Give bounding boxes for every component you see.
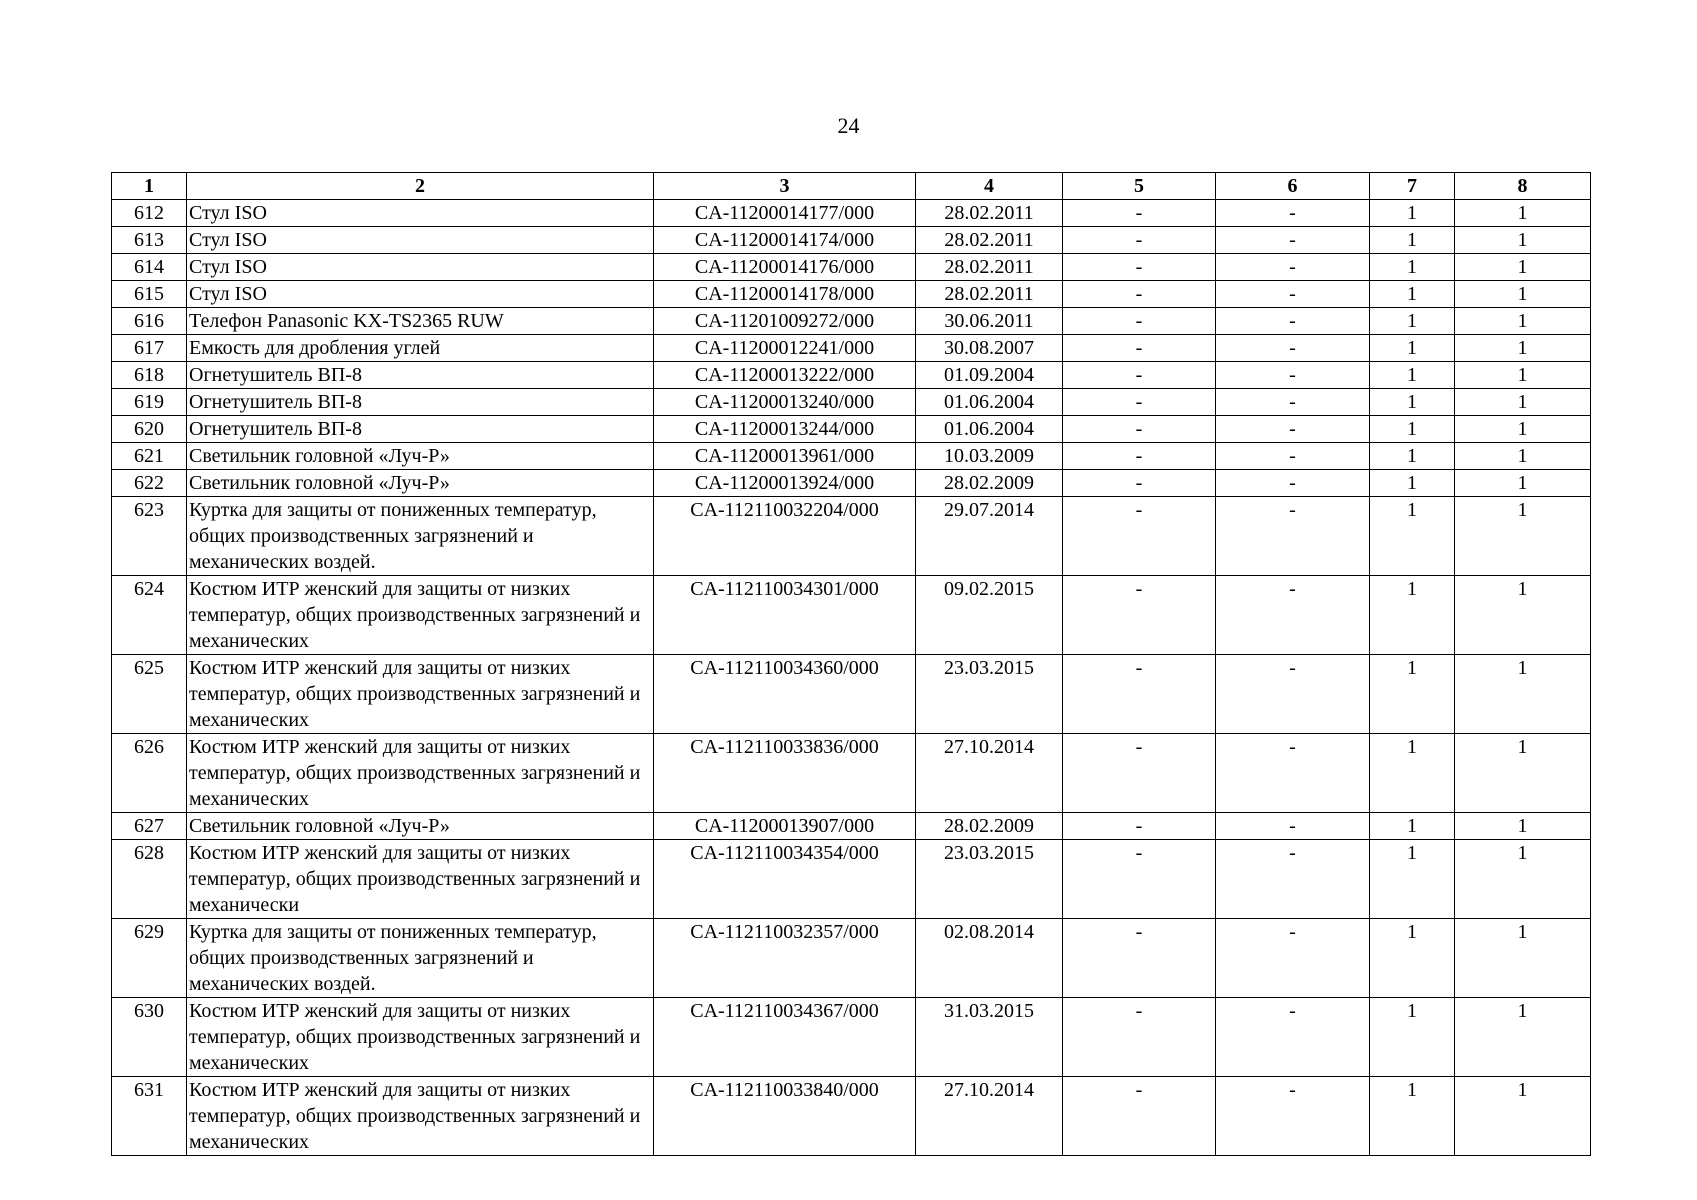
col-6-value: -: [1216, 576, 1370, 655]
col-7-value: 1: [1370, 470, 1455, 497]
inventory-code: CA-112110034367/000: [654, 998, 916, 1077]
table-row: [112, 416, 1591, 443]
col-5-value: -: [1063, 734, 1216, 813]
inventory-code: CA-11200014174/000: [654, 227, 916, 254]
row-number: 614: [112, 254, 187, 281]
item-name: Огнетушитель ВП-8: [187, 362, 654, 389]
col-5-value: -: [1063, 576, 1216, 655]
inventory-code: CA-11201009272/000: [654, 308, 916, 335]
col-5-value: -: [1063, 998, 1216, 1077]
col-6-value: -: [1216, 919, 1370, 998]
item-name: Куртка для защиты от пониженных температур, общих производственных загрязнений и механических воздей.: [187, 919, 654, 998]
col-7-value: 1: [1370, 576, 1455, 655]
table-row: [112, 281, 1591, 308]
column-header: 6: [1216, 173, 1370, 200]
col-8-value: 1: [1455, 1077, 1591, 1156]
item-name: Светильник головной «Луч-Р»: [187, 813, 654, 840]
row-number: 613: [112, 227, 187, 254]
inventory-code: CA-112110034354/000: [654, 840, 916, 919]
inventory-code: CA-11200013244/000: [654, 416, 916, 443]
col-7-value: 1: [1370, 200, 1455, 227]
item-name: Емкость для дробления углей: [187, 335, 654, 362]
col-6-value: -: [1216, 227, 1370, 254]
row-number: 624: [112, 576, 187, 655]
row-number: 629: [112, 919, 187, 998]
col-6-value: -: [1216, 335, 1370, 362]
col-7-value: 1: [1370, 840, 1455, 919]
date: 28.02.2011: [916, 281, 1063, 308]
inventory-code: CA-112110032357/000: [654, 919, 916, 998]
col-5-value: -: [1063, 227, 1216, 254]
col-6-value: -: [1216, 362, 1370, 389]
item-name: Костюм ИТР женский для защиты от низких температур, общих производственных загрязнений и механических: [187, 576, 654, 655]
row-number: 622: [112, 470, 187, 497]
date: 28.02.2011: [916, 254, 1063, 281]
col-8-value: 1: [1455, 497, 1591, 576]
col-7-value: 1: [1370, 998, 1455, 1077]
item-name: Костюм ИТР женский для защиты от низких температур, общих производственных загрязнений и механически: [187, 840, 654, 919]
col-5-value: -: [1063, 470, 1216, 497]
col-7-value: 1: [1370, 389, 1455, 416]
col-8-value: 1: [1455, 308, 1591, 335]
table-row: [112, 389, 1591, 416]
column-header: 7: [1370, 173, 1455, 200]
col-7-value: 1: [1370, 919, 1455, 998]
col-8-value: 1: [1455, 998, 1591, 1077]
inventory-code: CA-11200013240/000: [654, 389, 916, 416]
row-number: 616: [112, 308, 187, 335]
col-5-value: -: [1063, 308, 1216, 335]
col-5-value: -: [1063, 840, 1216, 919]
col-8-value: 1: [1455, 281, 1591, 308]
col-7-value: 1: [1370, 281, 1455, 308]
date: 01.06.2004: [916, 416, 1063, 443]
item-name: Огнетушитель ВП-8: [187, 416, 654, 443]
date: 28.02.2009: [916, 813, 1063, 840]
col-6-value: -: [1216, 655, 1370, 734]
item-name: Костюм ИТР женский для защиты от низких температур, общих производственных загрязнений и механических: [187, 998, 654, 1077]
col-5-value: -: [1063, 813, 1216, 840]
col-7-value: 1: [1370, 362, 1455, 389]
row-number: 625: [112, 655, 187, 734]
col-6-value: -: [1216, 497, 1370, 576]
date: 28.02.2009: [916, 470, 1063, 497]
table-row: [112, 497, 1591, 576]
date: 30.06.2011: [916, 308, 1063, 335]
date: 10.03.2009: [916, 443, 1063, 470]
table-row: [112, 362, 1591, 389]
row-number: 623: [112, 497, 187, 576]
col-6-value: -: [1216, 470, 1370, 497]
col-5-value: -: [1063, 443, 1216, 470]
item-name: Огнетушитель ВП-8: [187, 389, 654, 416]
date: 30.08.2007: [916, 335, 1063, 362]
col-7-value: 1: [1370, 1077, 1455, 1156]
page-number: 24: [837, 113, 860, 138]
inventory-table: [111, 172, 1591, 1156]
col-8-value: 1: [1455, 254, 1591, 281]
table-row: [112, 919, 1591, 998]
col-7-value: 1: [1370, 308, 1455, 335]
col-5-value: -: [1063, 416, 1216, 443]
table-header: [112, 173, 1591, 200]
table-row: [112, 443, 1591, 470]
row-number: 620: [112, 416, 187, 443]
col-8-value: 1: [1455, 840, 1591, 919]
inventory-code: CA-11200014177/000: [654, 200, 916, 227]
col-6-value: -: [1216, 998, 1370, 1077]
table-row: [112, 254, 1591, 281]
col-8-value: 1: [1455, 443, 1591, 470]
row-number: 631: [112, 1077, 187, 1156]
item-name: Костюм ИТР женский для защиты от низких температур, общих производственных загрязнений и механических: [187, 734, 654, 813]
item-name: Светильник головной «Луч-Р»: [187, 470, 654, 497]
column-header: 4: [916, 173, 1063, 200]
col-7-value: 1: [1370, 254, 1455, 281]
item-name: Стул ISO: [187, 281, 654, 308]
col-6-value: -: [1216, 734, 1370, 813]
col-6-value: -: [1216, 416, 1370, 443]
row-number: 615: [112, 281, 187, 308]
table-row: [112, 655, 1591, 734]
col-7-value: 1: [1370, 655, 1455, 734]
column-header: 5: [1063, 173, 1216, 200]
column-header: 2: [187, 173, 654, 200]
col-8-value: 1: [1455, 470, 1591, 497]
col-8-value: 1: [1455, 734, 1591, 813]
row-number: 630: [112, 998, 187, 1077]
table-row: [112, 576, 1591, 655]
col-7-value: 1: [1370, 813, 1455, 840]
item-name: Стул ISO: [187, 227, 654, 254]
inventory-code: CA-112110032204/000: [654, 497, 916, 576]
col-8-value: 1: [1455, 335, 1591, 362]
item-name: Светильник головной «Луч-Р»: [187, 443, 654, 470]
row-number: 618: [112, 362, 187, 389]
col-5-value: -: [1063, 919, 1216, 998]
date: 02.08.2014: [916, 919, 1063, 998]
row-number: 627: [112, 813, 187, 840]
table-row: [112, 335, 1591, 362]
inventory-code: CA-11200012241/000: [654, 335, 916, 362]
row-number: 628: [112, 840, 187, 919]
column-header: 1: [112, 173, 187, 200]
inventory-code: CA-112110033836/000: [654, 734, 916, 813]
table-row: [112, 840, 1591, 919]
table-row: [112, 200, 1591, 227]
table-row: [112, 227, 1591, 254]
col-8-value: 1: [1455, 655, 1591, 734]
date: 09.02.2015: [916, 576, 1063, 655]
col-8-value: 1: [1455, 813, 1591, 840]
column-header: 8: [1455, 173, 1591, 200]
inventory-code: CA-11200013961/000: [654, 443, 916, 470]
col-5-value: -: [1063, 497, 1216, 576]
date: 28.02.2011: [916, 227, 1063, 254]
col-6-value: -: [1216, 200, 1370, 227]
col-6-value: -: [1216, 254, 1370, 281]
item-name: Телефон Panasonic KX-TS2365 RUW: [187, 308, 654, 335]
col-6-value: -: [1216, 840, 1370, 919]
inventory-code: CA-11200013924/000: [654, 470, 916, 497]
date: 23.03.2015: [916, 840, 1063, 919]
col-5-value: -: [1063, 1077, 1216, 1156]
col-5-value: -: [1063, 655, 1216, 734]
column-header: 3: [654, 173, 916, 200]
col-8-value: 1: [1455, 227, 1591, 254]
col-7-value: 1: [1370, 335, 1455, 362]
item-name: Стул ISO: [187, 200, 654, 227]
col-8-value: 1: [1455, 362, 1591, 389]
item-name: Стул ISO: [187, 254, 654, 281]
row-number: 612: [112, 200, 187, 227]
item-name: Куртка для защиты от пониженных температур, общих производственных загрязнений и механических воздей.: [187, 497, 654, 576]
inventory-code: CA-11200013222/000: [654, 362, 916, 389]
inventory-code: CA-112110034301/000: [654, 576, 916, 655]
col-7-value: 1: [1370, 443, 1455, 470]
table-row: [112, 470, 1591, 497]
table-body: [112, 200, 1591, 1156]
col-7-value: 1: [1370, 497, 1455, 576]
col-8-value: 1: [1455, 389, 1591, 416]
row-number: 626: [112, 734, 187, 813]
item-name: Костюм ИТР женский для защиты от низких температур, общих производственных загрязнений и механических: [187, 1077, 654, 1156]
date: 31.03.2015: [916, 998, 1063, 1077]
table-row: [112, 734, 1591, 813]
date: 23.03.2015: [916, 655, 1063, 734]
col-5-value: -: [1063, 335, 1216, 362]
col-8-value: 1: [1455, 919, 1591, 998]
inventory-code: CA-112110033840/000: [654, 1077, 916, 1156]
date: 01.09.2004: [916, 362, 1063, 389]
row-number: 617: [112, 335, 187, 362]
inventory-code: CA-11200013907/000: [654, 813, 916, 840]
col-7-value: 1: [1370, 734, 1455, 813]
col-6-value: -: [1216, 389, 1370, 416]
table-row: [112, 1077, 1591, 1156]
col-5-value: -: [1063, 362, 1216, 389]
table-row: [112, 813, 1591, 840]
date: 27.10.2014: [916, 1077, 1063, 1156]
table-row: [112, 998, 1591, 1077]
table-row: [112, 308, 1591, 335]
inventory-code: CA-112110034360/000: [654, 655, 916, 734]
col-6-value: -: [1216, 308, 1370, 335]
header-row: [112, 173, 1591, 200]
col-5-value: -: [1063, 254, 1216, 281]
date: 29.07.2014: [916, 497, 1063, 576]
item-name: Костюм ИТР женский для защиты от низких температур, общих производственных загрязнений и механических: [187, 655, 654, 734]
col-6-value: -: [1216, 813, 1370, 840]
col-5-value: -: [1063, 389, 1216, 416]
inventory-code: CA-11200014178/000: [654, 281, 916, 308]
date: 28.02.2011: [916, 200, 1063, 227]
date: 27.10.2014: [916, 734, 1063, 813]
col-8-value: 1: [1455, 416, 1591, 443]
col-8-value: 1: [1455, 200, 1591, 227]
col-6-value: -: [1216, 443, 1370, 470]
col-8-value: 1: [1455, 576, 1591, 655]
col-7-value: 1: [1370, 227, 1455, 254]
col-6-value: -: [1216, 281, 1370, 308]
col-7-value: 1: [1370, 416, 1455, 443]
row-number: 621: [112, 443, 187, 470]
row-number: 619: [112, 389, 187, 416]
col-6-value: -: [1216, 1077, 1370, 1156]
date: 01.06.2004: [916, 389, 1063, 416]
inventory-code: CA-11200014176/000: [654, 254, 916, 281]
col-5-value: -: [1063, 281, 1216, 308]
col-5-value: -: [1063, 200, 1216, 227]
